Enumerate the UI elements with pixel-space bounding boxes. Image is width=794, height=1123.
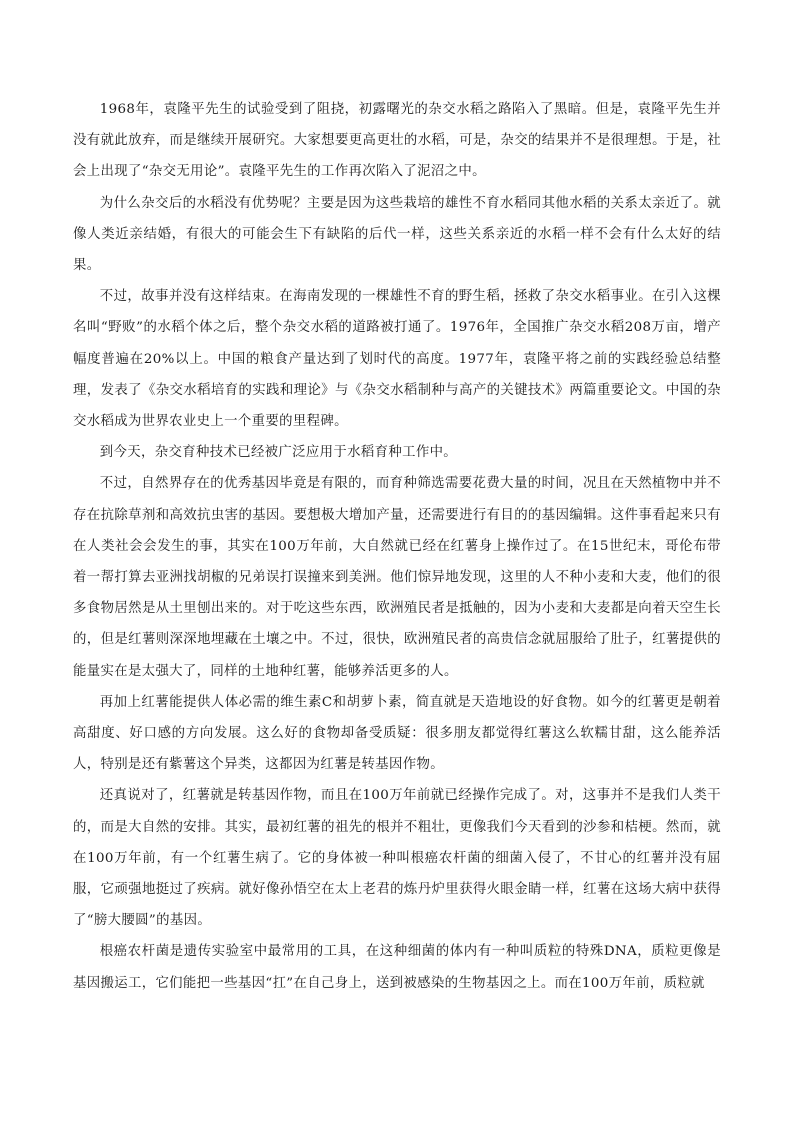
- paragraph-4: 到今天，杂交育种技术已经被广泛应用于水稻育种工作中。: [99, 445, 458, 461]
- paragraph-1: 1968年，袁隆平先生的试验受到了阻挠，初露曙光的杂交水稻之路陷入了黑暗。但是，袁隆平先生并没有就此放弃，而是继续开展研究。大家想要更高更壮的水稻，可是，杂交的结果并不是很理想。于是，社会上出现了“杂交无用论”。袁隆平先生的工作再次陷入了泥沼之中。: [73, 102, 721, 180]
- paragraph-6: 再加上红薯能提供人体必需的维生素C和胡萝卜素，简直就是天造地设的好食物。如今的红薯更是朝着高甜度、好口感的方向发展。这么好的食物却备受质疑：很多朋友都觉得红薯这么软糯甘甜，这么能养活人，特别是还有紫薯这个异类，这都因为红薯是转基因作物。: [73, 694, 721, 773]
- paragraph-5: 不过，自然界存在的优秀基因毕竟是有限的，而育种筛选需要花费大量的时间，况且在天然植物中并不存在抗除草剂和高效抗虫害的基因。要想极大增加产量，还需要进行有目的的基因编辑。这件事看起来只有在人类社会会发生的事，其实在100万年前，大自然就已经在红薯身上操作过了。在15世纪末，哥伦布带着一帮打算去亚洲找胡椒的兄弟误打误撞来到美洲。他们惊异地发现，这里的人不种小麦和大麦，他们的很多食物居然是从土里刨出来的。对于吃这些东西，欧洲殖民者是抵触的，因为小麦和大麦都是向着天空生长的，但是红薯则深深地埋藏在土壤之中。不过，很快，欧洲殖民者的高贵信念就屈服给了肚子，红薯提供的能量实在是太强大了，同样的土地种红薯，能够养活更多的人。: [73, 476, 721, 679]
- article-body: [73, 94, 721, 999]
- paragraph-3: 不过，故事并没有这样结束。在海南发现的一棵雄性不育的野生稻，拯救了杂交水稻事业。在引入这棵名叫“野败”的水稻个体之后，整个杂交水稻的道路被打通了。1976年，全国推广杂交水稻208万亩，增产幅度普遍在20%以上。中国的粮食产量达到了划时代的高度。1977年，袁隆平将之前的实践经验总结整理，发表了《杂交水稻培育的实践和理论》与《杂交水稻制种与高产的关键技术》两篇重要论文。中国的杂交水稻成为世界农业史上一个重要的里程碑。: [73, 289, 721, 430]
- paragraph-7: 还真说对了，红薯就是转基因作物，而且在100万年前就已经操作完成了。对，这事并不是我们人类干的，而是大自然的安排。其实，最初红薯的祖先的根并不粗壮，更像我们今天看到的沙参和桔梗。然而，就在100万年前，有一个红薯生病了。它的身体被一种叫根癌农杆菌的细菌入侵了，不甘心的红薯并没有屈服，它顽强地挺过了疾病。就好像孙悟空在太上老君的炼丹炉里获得火眼金睛一样，红薯在这场大病中获得了“膀大腰圆”的基因。: [73, 788, 721, 929]
- paragraph-2: 为什么杂交后的水稻没有优势呢？主要是因为这些栽培的雄性不育水稻同其他水稻的关系太亲近了。就像人类近亲结婚，有很大的可能会生下有缺陷的后代一样，这些关系亲近的水稻一样不会有什么太好的结果。: [73, 195, 721, 274]
- paragraph-8: 根癌农杆菌是遗传实验室中最常用的工具，在这种细菌的体内有一种叫质粒的特殊DNA，质粒更像是基因搬运工，它们能把一些基因“扛”在自己身上，送到被感染的生物基因之上。而在100万年前，质粒就: [73, 944, 721, 991]
